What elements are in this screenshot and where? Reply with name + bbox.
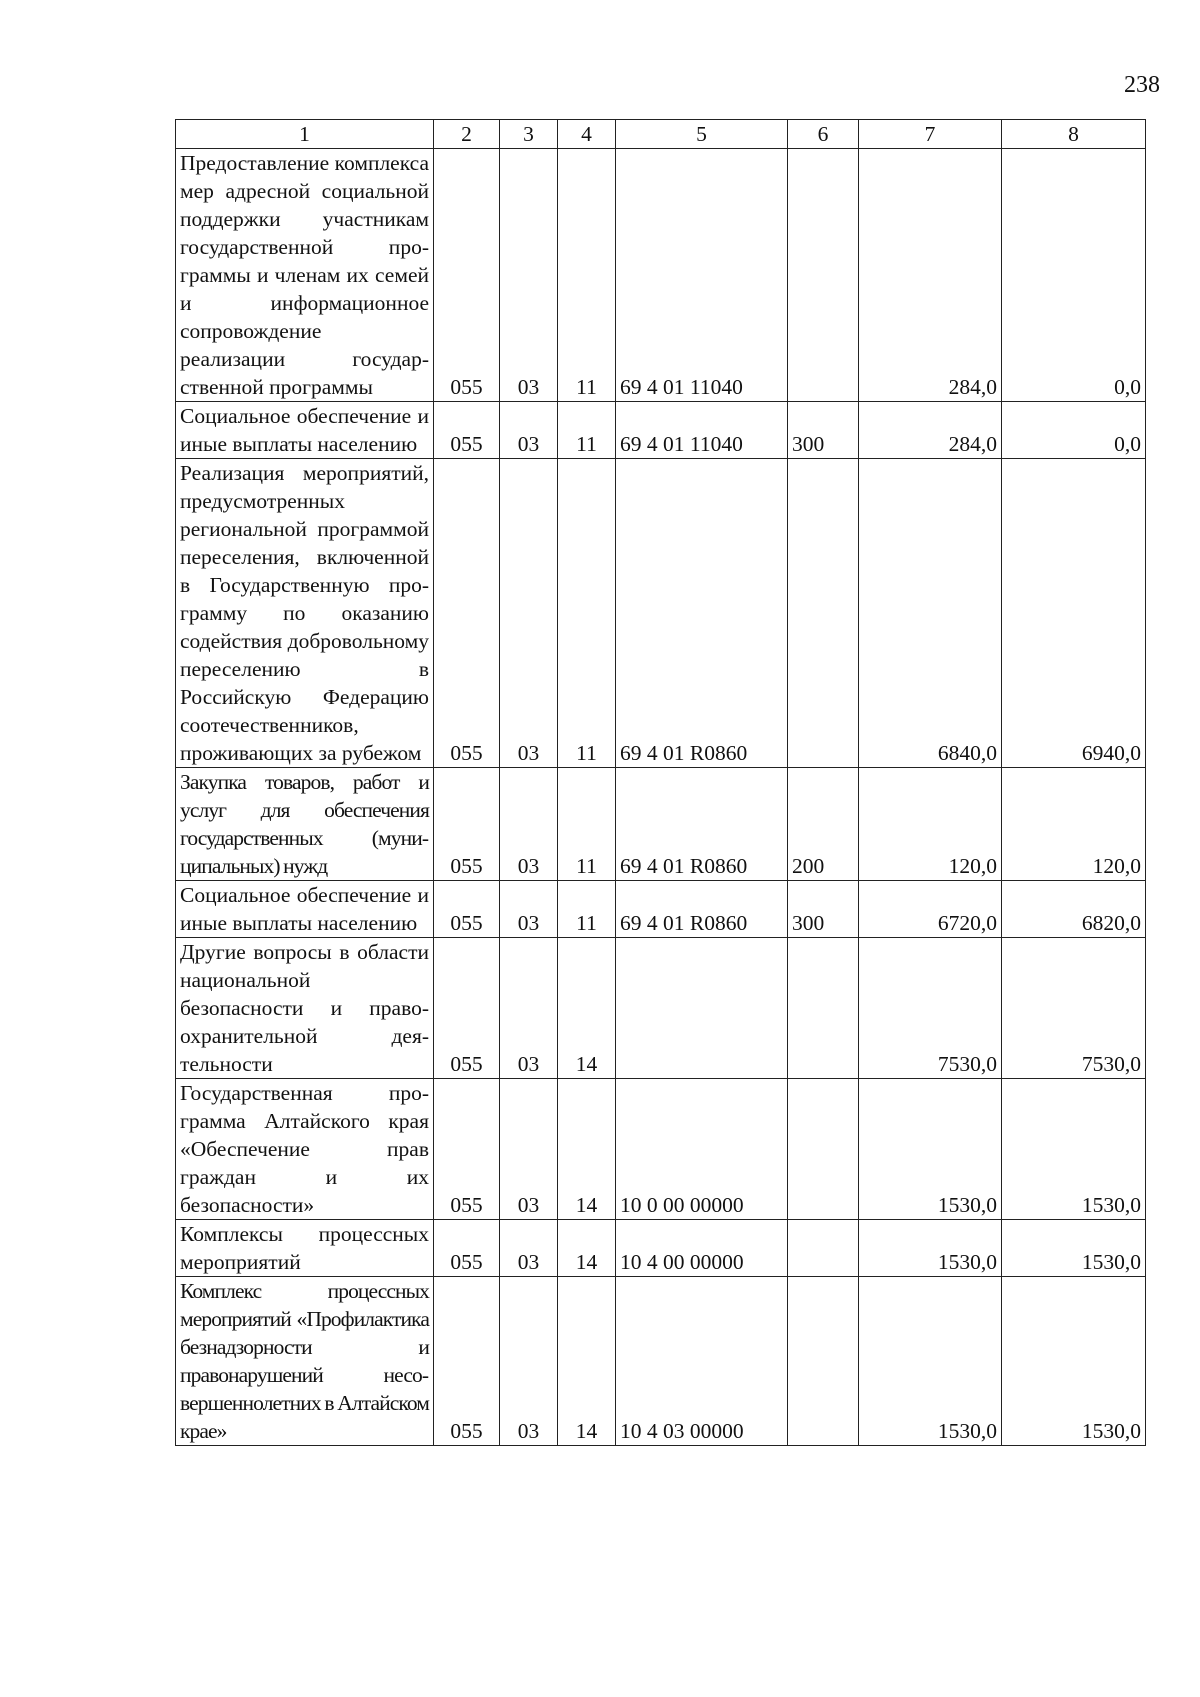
section-code-cell: 03	[500, 1079, 558, 1220]
subsection-code-cell: 14	[558, 1220, 616, 1277]
target-article-cell: 69 4 01 R0860	[616, 459, 788, 768]
header-cell: 3	[500, 120, 558, 149]
budget-table	[175, 119, 1146, 1446]
section-code-cell: 03	[500, 768, 558, 881]
header-cell: 2	[434, 120, 500, 149]
target-article-cell: 69 4 01 R0860	[616, 881, 788, 938]
amount-col7-cell: 6720,0	[859, 881, 1002, 938]
subsection-code-cell: 11	[558, 149, 616, 402]
header-cell: 8	[1002, 120, 1146, 149]
item-name-cell: Государственная программа Алтайского края «Обеспечение прав граждан и их безопасности»	[176, 1079, 434, 1220]
item-name-cell: Комплекс процессных мероприятий «Профилактика безнадзорности и правонарушений несовершеннолетних в Алтайском крае»	[176, 1277, 434, 1446]
amount-col7-cell: 1530,0	[859, 1220, 1002, 1277]
amount-col7-cell: 7530,0	[859, 938, 1002, 1079]
header-cell: 1	[176, 120, 434, 149]
amount-col8-cell: 7530,0	[1002, 938, 1146, 1079]
section-code-cell: 03	[500, 149, 558, 402]
grbs-code-cell: 055	[434, 881, 500, 938]
header-cell: 5	[616, 120, 788, 149]
subsection-code-cell: 14	[558, 938, 616, 1079]
subsection-code-cell: 11	[558, 768, 616, 881]
table-row	[176, 402, 1146, 459]
expense-type-cell	[788, 1277, 859, 1446]
section-code-cell: 03	[500, 1277, 558, 1446]
section-code-cell: 03	[500, 402, 558, 459]
table-row	[176, 768, 1146, 881]
section-code-cell: 03	[500, 881, 558, 938]
item-name-cell: Закупка товаров, работ и услуг для обеспечения государственных (муниципальных) нужд	[176, 768, 434, 881]
page-number: 238	[1124, 72, 1160, 98]
item-name-cell: Реализация мероприятий, предусмотренных региональной программой переселения, включенной в Государственную программу по оказанию содействия добровольному переселению в Российскую Федерацию соотечественников, проживающих за рубежом	[176, 459, 434, 768]
expense-type-cell	[788, 1079, 859, 1220]
target-article-cell	[616, 938, 788, 1079]
expense-type-cell: 200	[788, 768, 859, 881]
grbs-code-cell: 055	[434, 1079, 500, 1220]
table-row	[176, 938, 1146, 1079]
target-article-cell: 69 4 01 R0860	[616, 768, 788, 881]
grbs-code-cell: 055	[434, 768, 500, 881]
amount-col8-cell: 1530,0	[1002, 1079, 1146, 1220]
expense-type-cell	[788, 459, 859, 768]
table-row	[176, 1277, 1146, 1446]
target-article-cell: 10 0 00 00000	[616, 1079, 788, 1220]
header-cell: 7	[859, 120, 1002, 149]
table-row	[176, 881, 1146, 938]
item-name-cell: Предоставление комплекса мер адресной социальной поддержки участникам государственной программы и членам их семей и информационное сопровождение реализации государственной программы	[176, 149, 434, 402]
grbs-code-cell: 055	[434, 938, 500, 1079]
amount-col7-cell: 1530,0	[859, 1277, 1002, 1446]
table-row	[176, 149, 1146, 402]
item-name-cell: Другие вопросы в области национальной безопасности и правоохранительной деятельности	[176, 938, 434, 1079]
subsection-code-cell: 11	[558, 402, 616, 459]
table-row	[176, 1079, 1146, 1220]
header-cell: 4	[558, 120, 616, 149]
amount-col7-cell: 6840,0	[859, 459, 1002, 768]
item-name-cell: Социальное обеспечение и иные выплаты населению	[176, 402, 434, 459]
amount-col7-cell: 284,0	[859, 149, 1002, 402]
grbs-code-cell: 055	[434, 1277, 500, 1446]
grbs-code-cell: 055	[434, 402, 500, 459]
table-row	[176, 1220, 1146, 1277]
header-cell: 6	[788, 120, 859, 149]
amount-col8-cell: 6940,0	[1002, 459, 1146, 768]
amount-col8-cell: 120,0	[1002, 768, 1146, 881]
amount-col8-cell: 0,0	[1002, 149, 1146, 402]
expense-type-cell: 300	[788, 402, 859, 459]
amount-col8-cell: 1530,0	[1002, 1220, 1146, 1277]
amount-col7-cell: 120,0	[859, 768, 1002, 881]
amount-col7-cell: 1530,0	[859, 1079, 1002, 1220]
header-row	[176, 120, 1146, 149]
expense-type-cell	[788, 149, 859, 402]
expense-type-cell	[788, 1220, 859, 1277]
amount-col7-cell: 284,0	[859, 402, 1002, 459]
subsection-code-cell: 11	[558, 459, 616, 768]
target-article-cell: 69 4 01 11040	[616, 402, 788, 459]
target-article-cell: 10 4 03 00000	[616, 1277, 788, 1446]
grbs-code-cell: 055	[434, 459, 500, 768]
target-article-cell: 69 4 01 11040	[616, 149, 788, 402]
section-code-cell: 03	[500, 459, 558, 768]
section-code-cell: 03	[500, 1220, 558, 1277]
target-article-cell: 10 4 00 00000	[616, 1220, 788, 1277]
expense-type-cell: 300	[788, 881, 859, 938]
grbs-code-cell: 055	[434, 1220, 500, 1277]
grbs-code-cell: 055	[434, 149, 500, 402]
subsection-code-cell: 11	[558, 881, 616, 938]
table-row	[176, 459, 1146, 768]
item-name-cell: Комплексы процессных мероприятий	[176, 1220, 434, 1277]
section-code-cell: 03	[500, 938, 558, 1079]
expense-type-cell	[788, 938, 859, 1079]
amount-col8-cell: 6820,0	[1002, 881, 1146, 938]
subsection-code-cell: 14	[558, 1079, 616, 1220]
amount-col8-cell: 0,0	[1002, 402, 1146, 459]
item-name-cell: Социальное обеспечение и иные выплаты населению	[176, 881, 434, 938]
amount-col8-cell: 1530,0	[1002, 1277, 1146, 1446]
subsection-code-cell: 14	[558, 1277, 616, 1446]
